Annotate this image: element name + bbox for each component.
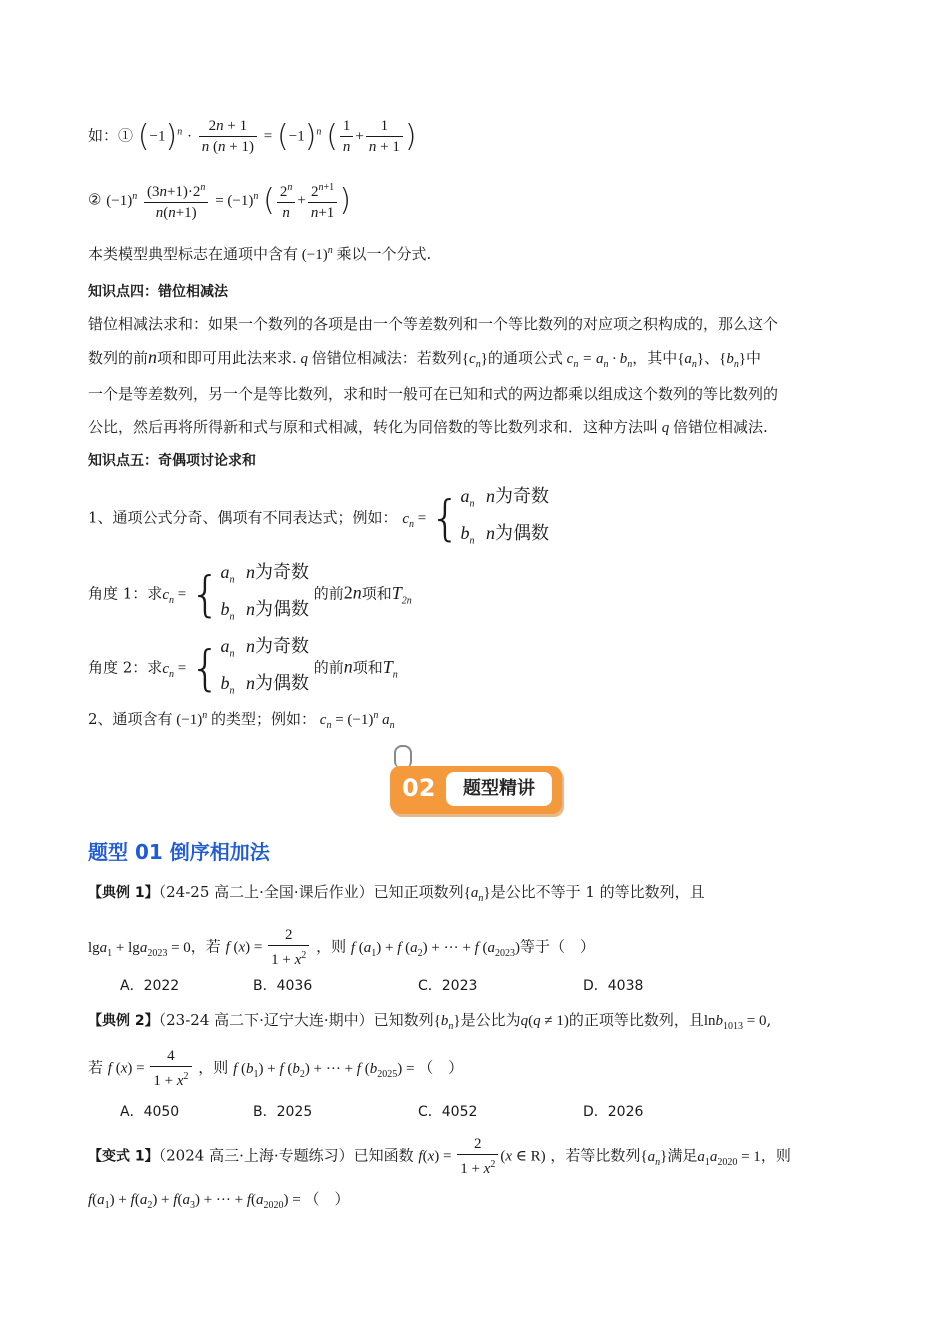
kp5-angle-2: 角度 2：求$c_n$ = { $a_n$ n为奇数 $b_n$ n为偶数 的前n项和$T_n$ (88, 636, 398, 697)
kp4-title: 知识点四：错位相减法 (88, 284, 228, 300)
kp4-para-1: 错位相减法求和：如果一个数列的各项是由一个等差数列和一个等比数列的对应项之积构成的，那么这个 (88, 315, 779, 333)
example-2-option-b: B．2025 (253, 1104, 313, 1120)
example-1-option-d: D．4038 (583, 978, 644, 994)
section-banner (390, 766, 562, 814)
kp4-para-3: 一个是等差数列，另一个是等比数列，求和时一般可在已知和式的两边都乘以组成这个数列的等比数列的 (88, 385, 779, 403)
banner-number: 02 (402, 774, 436, 802)
example-1-option-b: B．4036 (253, 978, 313, 994)
example-1-line-2: lga$_1$ + lga$_{2023}$ = 0，若 f (x) = $\frac{2}{1 + x^2}$ ，则 f $(a_1) + f$ $(a_2)$ + ··· + f $(a_{2023})$等于（ ） (88, 927, 596, 968)
kp4-para-4: 公比，然后再将所得新和式与原和式相减，转化为同倍数的等比数列求和．这种方法叫 q 倍错位相减法. (88, 418, 768, 436)
example-1-line-1: 【典例 1】（24-25 高二上·全国·课后作业）已知正项数列$\{a_n\}$是公比不等于 1 的等比数列，且 (88, 883, 705, 904)
section-title: 题型 01 倒序相加法 (88, 840, 270, 864)
variant-1-line-2: $f(a_1) + f(a_2) + f(a_3)$ + ··· + $f(a_{2020})$ = （ ） (88, 1190, 350, 1211)
variant-1-line-1: 【变式 1】（2024 高三·上海·专题练习）已知函数 f(x) = $\frac{2}{1 + x^2}$ (x ∈ R) ，若等比数列$\{a_n\}$满足$a_1a_{2020} = 1$，则 (88, 1136, 791, 1177)
kp4-para-2: 数列的前n项和即可用此法来求. q 倍错位相减法：若数列$\{c_n\}$的通项公式 $c_n = a_n \cdot b_n$，其中$\{a_n\}$、$\{b_n\}$中 (88, 347, 762, 370)
formula-line-2: ② $(-1)^n$ $\frac{(3n+1)\cdot 2^n}{n(n+1)}$ = $(-1)^n$ ( $\frac{2^n}{n}$ + $\frac{2^{n+1}}{n+1}$ ) (88, 178, 351, 223)
example-2-option-a: A．4050 (120, 1104, 180, 1120)
example-2-option-d: D．2026 (583, 1104, 644, 1120)
kp5-item-1: 1、通项公式分奇、偶项有不同表达式；例如： $c_n$ = { $a_n$ n为奇数 $b_n$ n为偶数 (88, 486, 549, 547)
example-1-option-a: A．2022 (120, 978, 180, 994)
kp5-title: 知识点五：奇偶项讨论求和 (88, 453, 256, 469)
example-2-line-2: 若 f (x) = $\frac{4}{1 + x^2}$ ，则 f $(b_1) + f$ $(b_2)$ + ··· + f $(b_{2025})$ = （ ） (88, 1048, 464, 1089)
kp5-angle-1: 角度 1：求$c_n$ = { $a_n$ n为奇数 $b_n$ n为偶数 的前2n项和$T_{2n}$ (88, 562, 412, 623)
model-note: 本类模型典型标志在通项中含有 $(-1)^n$ 乘以一个分式. (88, 245, 432, 263)
banner-label: 题型精讲 (446, 772, 552, 806)
example-2-line-1: 【典例 2】（23-24 高二下·辽宁大连·期中）已知数列$\{b_n\}$是公比为q(q ≠ 1)的正项等比数列，且lnb$_{1013}$ = 0, (88, 1011, 772, 1032)
formula-line-1: 如：① $(-1)^n$ · $\frac{2n + 1}{n (n + 1)}$ = $(-1)^n$ ( $\frac{1}{n}$ + $\frac{1}{n + 1}$ ) (88, 118, 417, 155)
kp5-item-2: 2、通项含有 $(-1)^n$ 的类型；例如： $c_n = (-1)^n$ $a_n$ (88, 710, 395, 731)
example-2-option-c: C．4052 (418, 1104, 478, 1120)
example-1-option-c: C．2023 (418, 978, 478, 994)
